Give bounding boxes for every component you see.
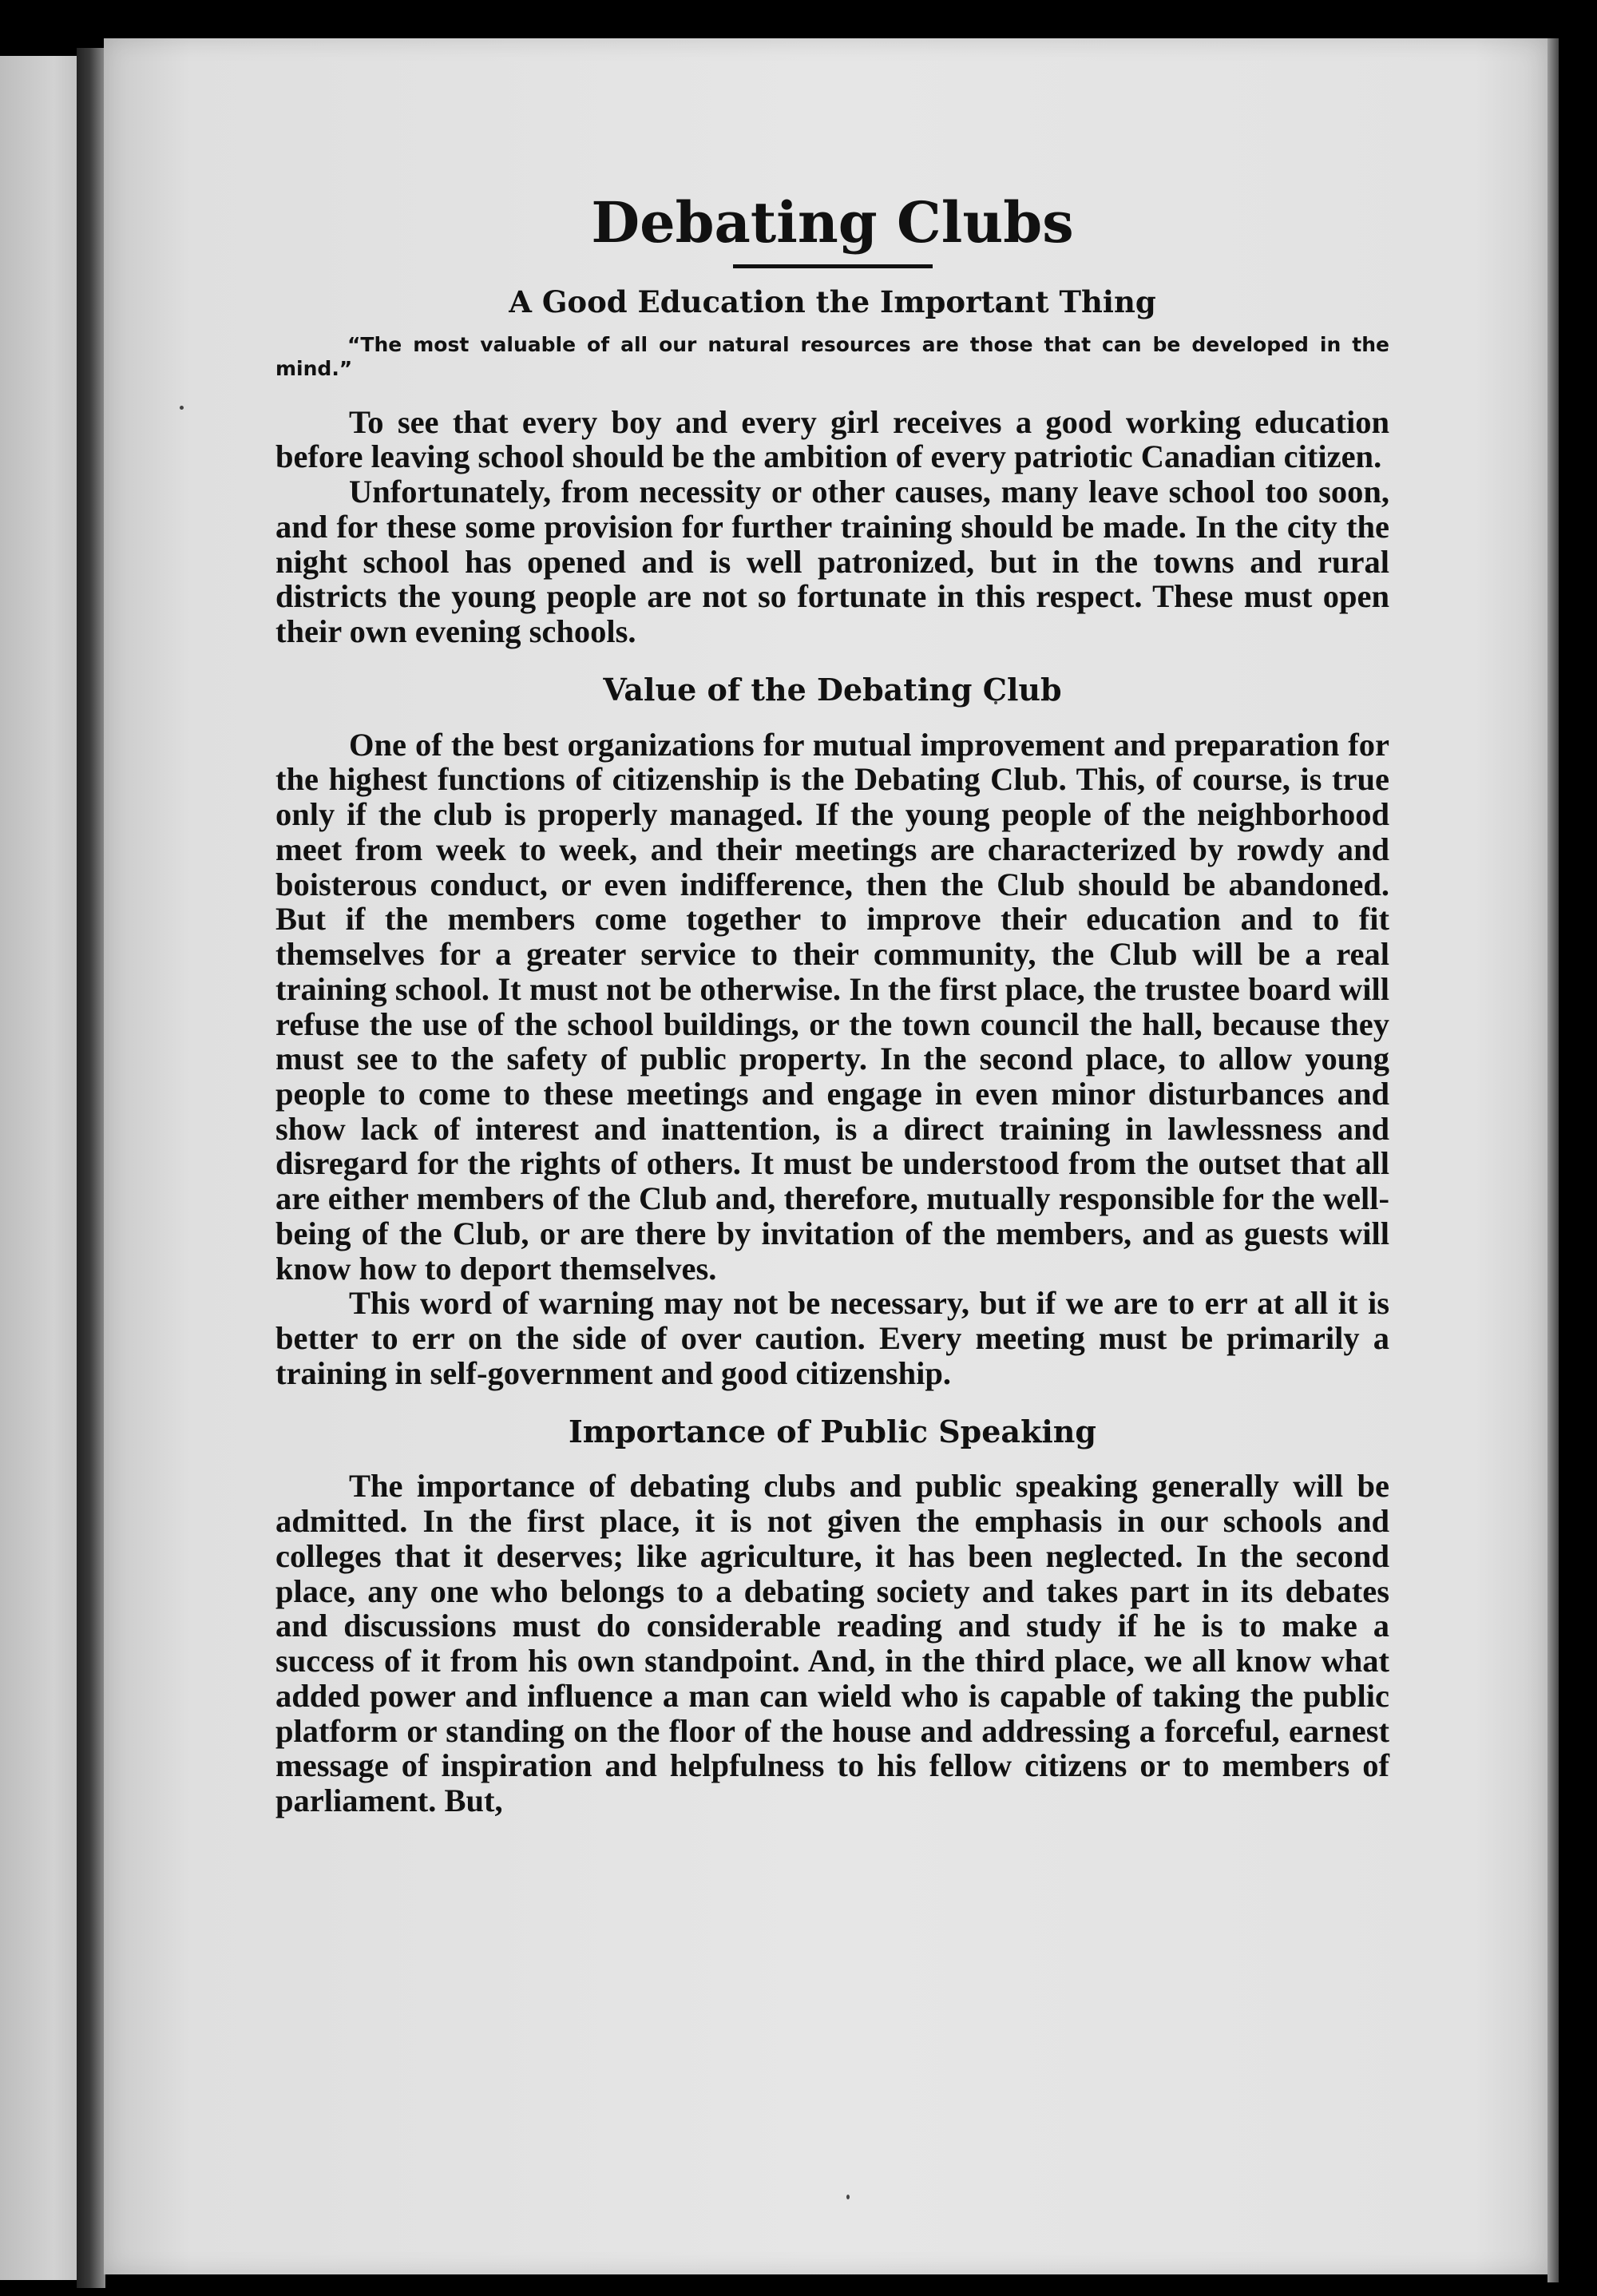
title-underline bbox=[733, 264, 933, 268]
paper-speck bbox=[180, 406, 184, 410]
page-text bbox=[275, 189, 1389, 1818]
page-right-edge bbox=[1547, 38, 1559, 2282]
previous-page-edge bbox=[0, 56, 77, 2280]
section-heading-value-of-debating-club: Value of the Debating Club bbox=[603, 671, 1062, 708]
section-paragraph: One of the best organizations for mutual improvement and preparation for the highest functions of citizenship is the Debating Club. This, of course, is true only if the club is properly managed. If the young people of the neighborhood meet from week to week, and their meetings are characterized by rowdy and boisterous conduct, or even indifference, then the Club should be abandoned. But if the members come together to improve their education and to fit themselves for a greater service to their community, the Club will be a real training school. It must not be otherwise. In the first place, the trustee board will refuse the use of the school buildings, or the town council the hall, because they must see to the safety of public property. In the second place, to allow young people to come to these meetings and engage in even minor disturbances and show lack of interest and inattention, is a direct training in lawlessness and disregard for the rights of others. It must be understood from the outset that all are either members of the Club and, therefore, mutually responsible for the well-being of the Club, or are there by invitation of the members, and as guests will know how to deport themselves. bbox=[275, 726, 1389, 1287]
page-title: Debating Clubs bbox=[591, 189, 1074, 256]
intro-paragraph: To see that every boy and every girl receives a good working education before leaving school should be the ambition of every patriotic Canadian citizen. bbox=[275, 403, 1389, 475]
section-paragraph: This word of warning may not be necessary, but if we are to err at all it is better to err on the side of over caution. Every meeting must be primarily a training in self-government and good citizenship. bbox=[275, 1285, 1389, 1391]
page-subtitle: A Good Education the Important Thing bbox=[509, 284, 1156, 319]
book-gutter bbox=[77, 48, 105, 2288]
section-heading-importance-of-public-speaking: Importance of Public Speaking bbox=[569, 1413, 1096, 1449]
section-paragraph: The importance of debating clubs and public speaking generally will be admitted. In the first place, it is not given the emphasis in our schools and colleges that it deserves; like agriculture, it has been neglected. In the second place, any one who belongs to a debating society and takes part in its debates and discussions must do considerable reading and study if he is to make a success of it from his own standpoint. And, in the third place, we all know what added power and influence a man can wield who is capable of taking the public platform or standing on the floor of the house and addressing a forceful, earnest message of inspiration and helpfulness to his fellow citizens or to members of parliament. But, bbox=[275, 1468, 1389, 1818]
epigraph-quote: “The most valuable of all our natural resources are those that can be developed in the mind.” bbox=[275, 332, 1389, 380]
paper-speck bbox=[846, 2195, 850, 2199]
intro-paragraph: Unfortunately, from necessity or other causes, many leave school too soon, and for these some provision for further training should be made. In the city the night school has opened and is well patronized, but in the towns and rural districts the young people are not so fortunate in this respect. These must open their own evening schools. bbox=[275, 474, 1389, 650]
